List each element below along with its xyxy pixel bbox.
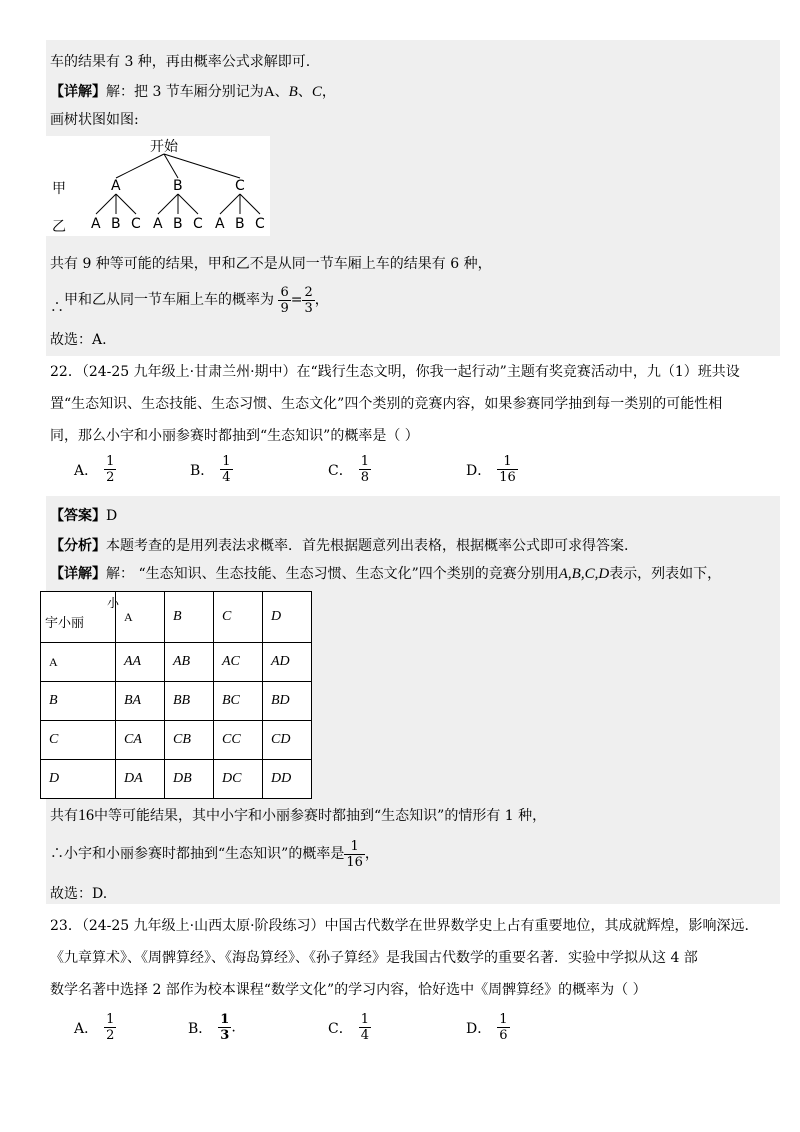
table-cell: AA: [116, 643, 165, 682]
block2-probability: [50, 832, 379, 876]
table-cell: CC: [214, 721, 263, 760]
table-row: [41, 682, 312, 721]
row-header: C: [41, 721, 116, 760]
table-cell: BC: [214, 682, 263, 721]
tree-l2-5: C: [193, 216, 203, 232]
block1-summary: 共有 9 种等可能的结果，甲和乙不是从同一节车厢上车的结果有 6 种，: [50, 256, 492, 272]
table-cell: BD: [263, 682, 312, 721]
table-cell: DB: [165, 760, 214, 799]
q23-line3: 数学名著中选择 2 部作为校本课程“数学文化”的学习内容，恰好选中《周髀算经》的概率为（ ）: [50, 982, 647, 998]
fraction-2-3: $\frac{2}{3}$: [304, 284, 313, 316]
option-label: C．: [328, 462, 353, 479]
table-cell: DA: [116, 760, 165, 799]
q22-option-b[interactable]: B． $\frac{1}{4}$: [190, 454, 231, 485]
option-tail: .: [231, 1019, 236, 1036]
col-header-c: C: [214, 592, 263, 643]
tree-l1-b: B: [173, 178, 183, 194]
q23-option-a[interactable]: A． $\frac{1}{2}$: [74, 1012, 115, 1043]
block2-analysis: [50, 536, 628, 556]
q22-option-d[interactable]: D． $\frac{1}{16}$: [466, 454, 516, 485]
block1-answer: 故选：A.: [50, 332, 107, 348]
fraction-6-9: $\frac{6}{9}$: [280, 284, 289, 316]
table-row: [41, 760, 312, 799]
q23-option-d[interactable]: D． $\frac{1}{6}$: [466, 1012, 508, 1043]
tree-diagram: [46, 136, 270, 236]
tree-l2-7: B: [235, 216, 245, 232]
q23-option-b[interactable]: B． $\frac{1}{3}$ .: [188, 1012, 236, 1043]
table-cell: CD: [263, 721, 312, 760]
tree-label-jia: 甲: [52, 181, 66, 197]
row-header: B: [41, 682, 116, 721]
corner-a: 小: [107, 596, 120, 610]
fraction-1-16: $\frac{1}{16}$: [346, 838, 363, 870]
table-cell: AC: [214, 643, 263, 682]
q23-line1: 23．（24-25 九年级上·山西太原·阶段练习）中国古代数学在世界数学史上占有重要地位，其成就辉煌，影响深远.: [50, 918, 749, 934]
block2-answer: 故选：D.: [50, 886, 108, 902]
table-cell: DD: [263, 760, 312, 799]
option-label: D．: [466, 1020, 492, 1037]
equals: =: [290, 292, 303, 308]
row-header: D: [41, 760, 116, 799]
tree-l1-a: A: [111, 178, 121, 194]
q22-line3: 同，那么小宇和小丽参赛时都抽到“生态知识”的概率是（ ）: [50, 428, 419, 444]
option-label: D．: [466, 462, 492, 479]
car-c: C: [311, 84, 322, 100]
table-row: [41, 721, 312, 760]
prob-text: 小宇和小丽参赛时都抽到“生态知识”的概率是: [64, 846, 345, 862]
table-cell: AB: [165, 643, 214, 682]
table-cell: CB: [165, 721, 214, 760]
option-label: B．: [188, 1020, 213, 1037]
tree-l2-6: A: [215, 216, 225, 232]
row-header: A: [41, 643, 116, 682]
comma: ，: [364, 846, 379, 862]
table-cell: AD: [263, 643, 312, 682]
table-row: [41, 643, 312, 682]
table-corner: [41, 592, 120, 643]
tree-l2-1: B: [111, 216, 121, 232]
q22-line1: 22．（24-25 九年级上·甘肃兰州·期中）在“践行生态文明，你我一起行动”主题有奖竞赛活动中，九（1）班共设: [50, 364, 740, 380]
detail-text: 解： “生态知识、生态技能、生态习惯、生态文化”四个类别的竞赛分别用: [106, 566, 559, 582]
detail-text: 解：把 3 节车厢分别记为: [106, 84, 264, 100]
col-header-a: A: [116, 592, 165, 643]
q22-option-c[interactable]: C． $\frac{1}{8}$: [328, 454, 369, 485]
col-header-b: B: [165, 592, 214, 643]
separator: 、: [297, 84, 312, 100]
summary-b: 中等可能结果，其中小宇和小丽参赛时都抽到“生态知识”的情形有 1 种，: [94, 808, 547, 824]
col-header-d: D: [263, 592, 312, 643]
detail-tag: 【详解】: [50, 566, 106, 582]
answer-value: D: [106, 508, 118, 524]
option-label: B．: [190, 462, 215, 479]
block2-answer-line: [50, 506, 117, 526]
answer-tag: 【答案】: [50, 508, 106, 524]
q23-option-c[interactable]: C． $\frac{1}{4}$: [328, 1012, 369, 1043]
tree-intro: 画树状图如图:: [50, 112, 139, 128]
summary-a: 共有: [50, 808, 78, 824]
tree-root: 开始: [150, 139, 178, 155]
outcome-table: [40, 591, 312, 799]
therefore-symbol: ∴: [50, 300, 64, 316]
q22-option-a[interactable]: A． $\frac{1}{2}$: [74, 454, 115, 485]
tree-l1-c: C: [235, 178, 245, 194]
corner-b: 宇小丽: [45, 616, 85, 631]
block2-summary: [50, 806, 546, 826]
option-label: C．: [328, 1020, 353, 1037]
q23-line2: 《九章算术》、《周髀算经》、《海岛算经》、《孙子算经》是我国古代数学的重要名著．实验中学拟从这 4 部: [50, 950, 698, 966]
tree-l2-3: A: [153, 216, 163, 232]
q22-line2: 置“生态知识、生态技能、生态习惯、生态文化”四个类别的竞赛内容，如果参赛同学抽到每一类别的可能性相: [50, 396, 723, 412]
therefore-symbol: ∴: [50, 846, 64, 862]
car-a: A: [263, 84, 275, 100]
block1-probability: [50, 278, 329, 322]
analysis-tag: 【分析】: [50, 538, 106, 554]
table-cell: CA: [116, 721, 165, 760]
analysis-text: 本题考查的是用列表法求概率．首先根据题意列出表格，根据概率公式即可求得答案.: [106, 538, 629, 554]
tree-l2-4: B: [173, 216, 183, 232]
block2-detail: [50, 564, 721, 584]
separator: 、: [274, 84, 289, 100]
option-label: A．: [74, 462, 99, 479]
tree-l2-2: C: [131, 216, 141, 232]
tree-l2-8: C: [255, 216, 265, 232]
table-cell: BA: [116, 682, 165, 721]
detail-tag: 【详解】: [50, 84, 106, 100]
detail-vars: A,B,C,D: [558, 566, 610, 582]
comma: ，: [314, 292, 329, 308]
tree-label-yi: 乙: [52, 219, 66, 235]
summary-count: 16: [78, 807, 94, 824]
car-b: B: [288, 84, 298, 100]
prob-text: 甲和乙从同一节车厢上车的概率为: [64, 292, 274, 308]
comma: ，: [321, 84, 336, 100]
block1-line1: 车的结果有 3 种，再由概率公式求解即可.: [50, 54, 311, 70]
option-label: A．: [74, 1020, 99, 1037]
table-cell: BB: [165, 682, 214, 721]
block1-detail: [50, 82, 336, 102]
tree-l2-0: A: [91, 216, 101, 232]
detail-tail: 表示，列表如下，: [609, 566, 722, 582]
table-cell: DC: [214, 760, 263, 799]
